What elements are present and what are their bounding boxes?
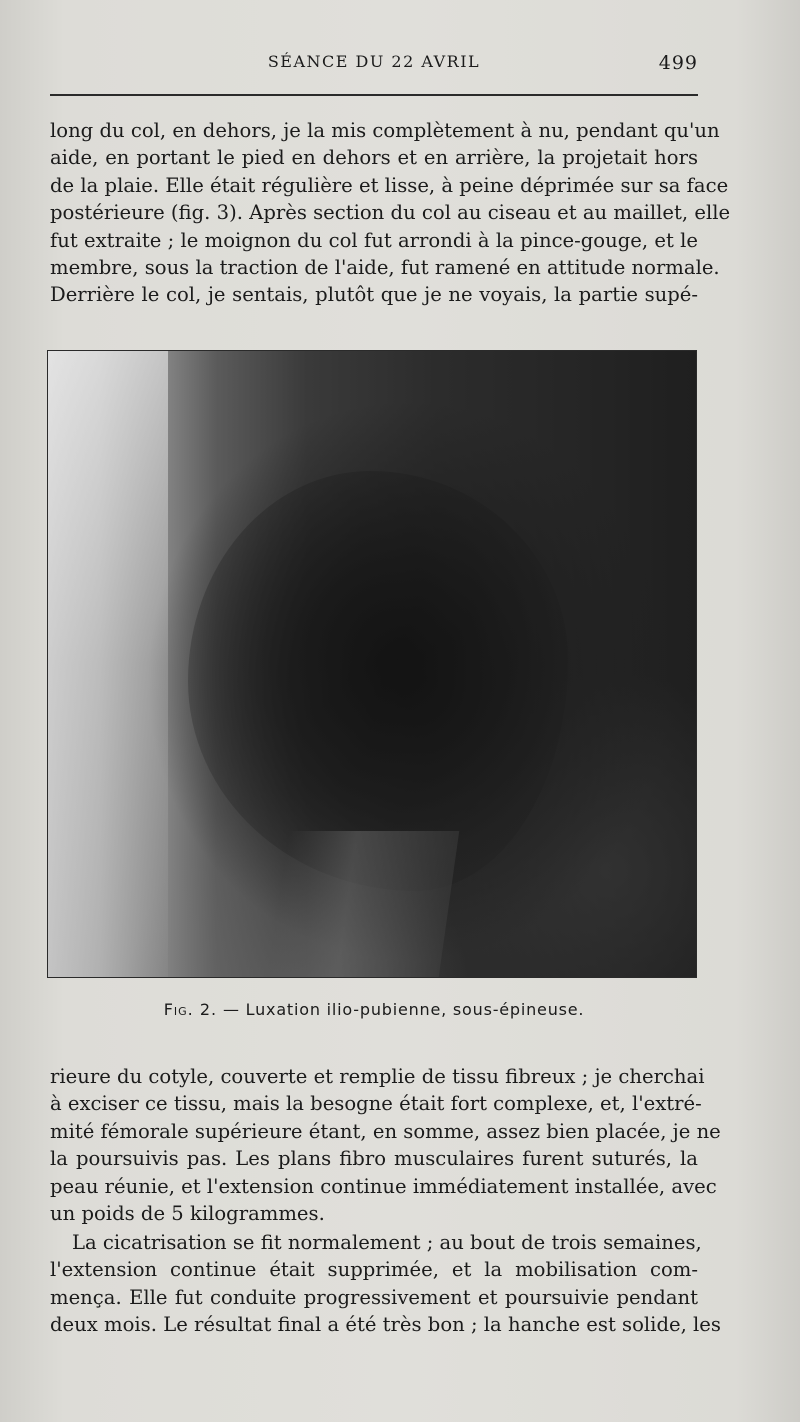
- text-line: long du col, en dehors, je la mis complètement à nu, pendant qu'un: [50, 119, 720, 142]
- text-line: mença. Elle fut conduite progressivement et poursuivie pendant: [50, 1285, 698, 1309]
- radiograph-light-edge: [48, 351, 168, 977]
- paragraph-3: [50, 1229, 721, 1339]
- text-line: La cicatrisation se fit normalement ; au bout de trois semaines,: [72, 1231, 702, 1254]
- page-header: [50, 52, 698, 76]
- text-line: postérieure (fig. 3). Après section du col au ciseau et au maillet, elle: [50, 201, 731, 225]
- text-line: rieure du cotyle, couverte et remplie de tissu fibreux ; je cherchai: [50, 1065, 705, 1088]
- radiograph-figure: [47, 350, 697, 978]
- figure-caption-text: — Luxation ilio-pubienne, sous-épineuse.: [223, 1000, 585, 1019]
- paragraph-2: [50, 1063, 721, 1227]
- text-line: Derrière le col, je sentais, plutôt que je ne voyais, la partie supé-: [50, 283, 698, 307]
- paragraph-1: [50, 117, 731, 309]
- running-title: SÉANCE DU 22 AVRIL: [267, 52, 481, 71]
- figure-label: Fig. 2.: [163, 1000, 218, 1019]
- text-line: deux mois. Le résultat final a été très bon ; la hanche est solide, les: [50, 1313, 721, 1337]
- text-line: aide, en portant le pied en dehors et en arrière, la projetait hors: [50, 146, 698, 170]
- femoral-head-shadow: [188, 471, 568, 891]
- header-rule: [50, 94, 698, 96]
- text-line: l'extension continue était supprimée, et la mobilisation com-: [50, 1258, 698, 1282]
- text-line: peau réunie, et l'extension continue immédiatement installée, avec: [50, 1174, 717, 1198]
- page-number: 499: [658, 52, 698, 74]
- text-line: mité fémorale supérieure étant, en somme, assez bien placée, je ne: [50, 1119, 721, 1143]
- text-line: fut extraite ; le moignon du col fut arrondi à la pince-gouge, et le: [50, 228, 698, 252]
- text-line: à exciser ce tissu, mais la besogne était fort complexe, et, l'extré-: [50, 1092, 702, 1116]
- text-line: un poids de 5 kilogrammes.: [50, 1202, 325, 1226]
- figure-caption: [50, 1000, 698, 1019]
- text-line: membre, sous la traction de l'aide, fut ramené en attitude normale.: [50, 256, 720, 280]
- text-line: de la plaie. Elle était régulière et lisse, à peine déprimée sur sa face: [50, 173, 729, 197]
- text-line: la poursuivis pas. Les plans fibro musculaires furent suturés, la: [50, 1147, 698, 1171]
- femoral-shaft-shadow: [267, 831, 459, 978]
